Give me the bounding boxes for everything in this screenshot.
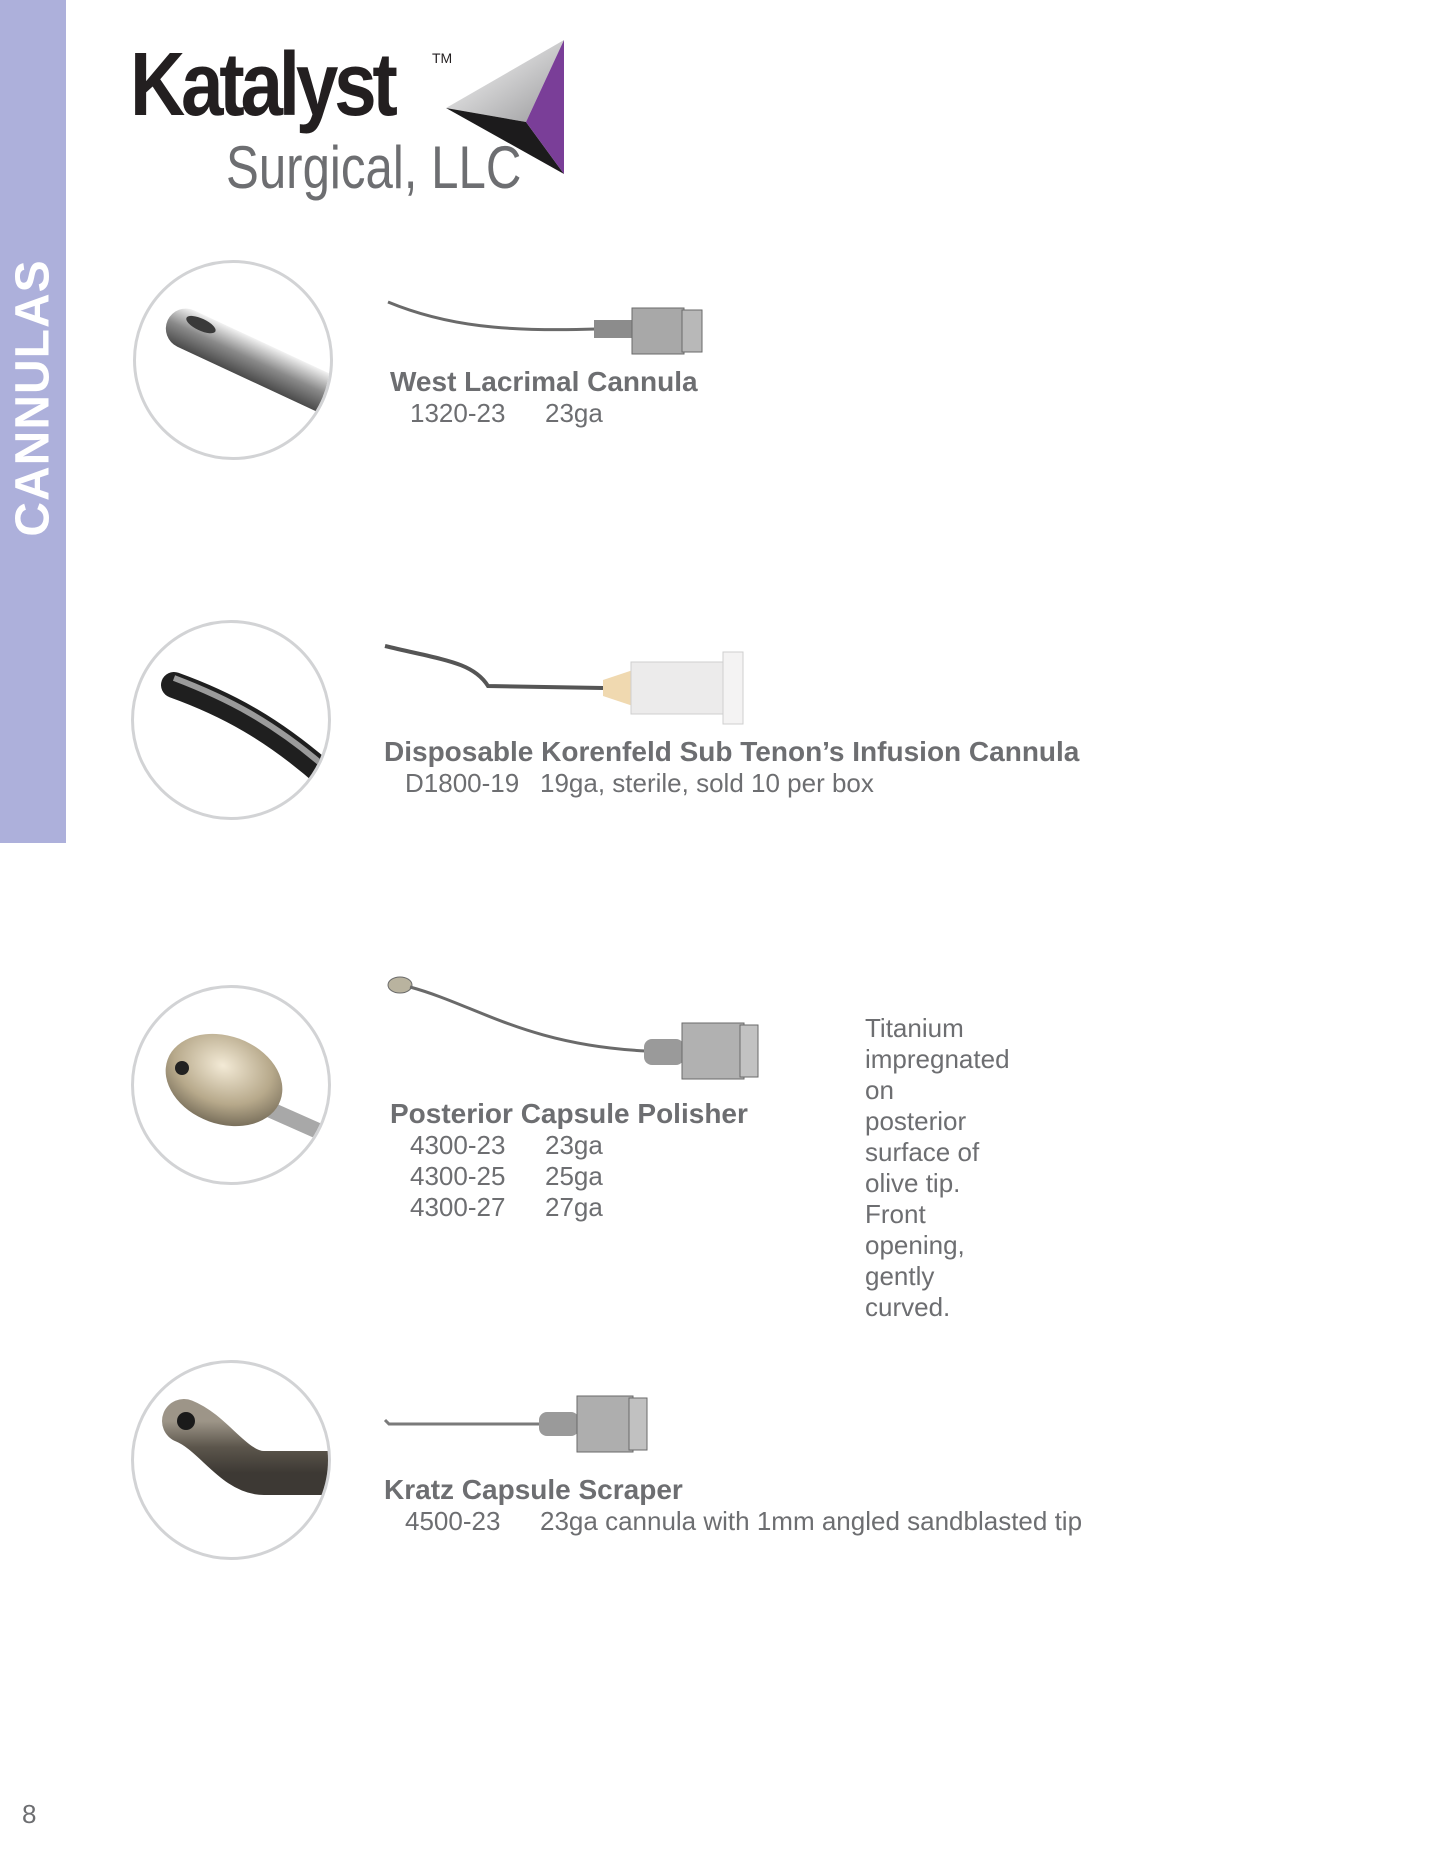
product-codes xyxy=(410,398,603,429)
logo-brand: Katalyst xyxy=(130,35,394,135)
logo-trademark: TM xyxy=(432,50,453,66)
note-line: Front opening, gently curved. xyxy=(865,1199,965,1322)
product-name: Disposable Korenfeld Sub Tenon’s Infusion Cannula xyxy=(384,736,1080,767)
note-line: posterior surface of olive tip. xyxy=(865,1106,980,1198)
sku: 1320-23 xyxy=(410,398,506,428)
product-closeup-image xyxy=(131,620,331,820)
gauge: 19ga, sterile, sold 10 per box xyxy=(540,768,874,798)
sku: 4300-27 xyxy=(410,1192,506,1222)
product-closeup-image xyxy=(131,1360,331,1560)
code-row xyxy=(410,1130,603,1161)
code-row xyxy=(410,1192,603,1223)
product-codes xyxy=(405,1506,1082,1537)
gauge: 25ga xyxy=(545,1161,603,1191)
sku: D1800-19 xyxy=(405,768,520,798)
page-number: 8 xyxy=(22,1799,37,1829)
sku: 4500-23 xyxy=(405,1506,501,1536)
gauge: 23ga cannula with 1mm angled sandblasted tip xyxy=(540,1506,1083,1536)
gauge: 27ga xyxy=(545,1192,603,1222)
product-name: Posterior Capsule Polisher xyxy=(390,1098,748,1129)
product-name: Kratz Capsule Scraper xyxy=(384,1474,683,1505)
product-image xyxy=(383,640,773,740)
logo-subtitle: Surgical, LLC xyxy=(226,134,522,201)
company-logo xyxy=(128,35,588,210)
sku: 4300-23 xyxy=(410,1130,506,1160)
product-image xyxy=(386,298,721,368)
code-row xyxy=(405,1506,1082,1537)
product-image xyxy=(383,1390,683,1460)
code-row xyxy=(405,768,874,799)
gauge: 23ga xyxy=(545,1130,603,1160)
product-image xyxy=(386,975,776,1090)
code-row xyxy=(410,398,603,429)
section-tab-label: CANNULAS xyxy=(6,259,60,537)
product-codes xyxy=(405,768,874,799)
product-closeup-image xyxy=(133,260,333,460)
note-line: Titanium impregnated on xyxy=(865,1013,1010,1105)
sku: 4300-25 xyxy=(410,1161,506,1191)
logo-triangle-icon xyxy=(446,40,576,180)
code-row xyxy=(410,1161,603,1192)
product-codes xyxy=(410,1130,603,1223)
product-name: West Lacrimal Cannula xyxy=(390,366,698,397)
product-note xyxy=(865,1013,1010,1323)
gauge: 23ga xyxy=(545,398,603,428)
section-tab xyxy=(0,0,66,843)
product-closeup-image xyxy=(131,985,331,1185)
